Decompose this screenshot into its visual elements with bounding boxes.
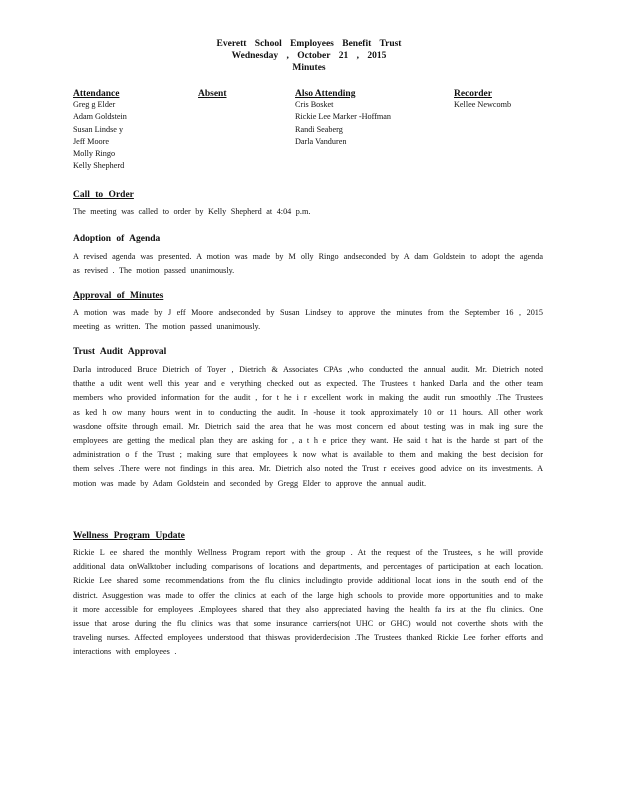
call-to-order-heading: Call to Order bbox=[73, 190, 134, 200]
also-attending-list bbox=[295, 99, 391, 148]
wellness-text: Rickie L ee shared the monthly Wellness Program report with the group . At the request of the Trustees, s he will provide additional data onWalktober including comparisons of locations and departments, and percentages of participation at each location. Rickie Lee shared some recommendations from the flu clinics includingto provide additional locat ions in the south end of the district. Asuggestion was made to offer the clinics at each of the large high schools to provide more opportunities and to make it more accessible for employees .Employees shared that they also appreciated having the health fa irs at the flu clinics. One issue that arose during the flu clinics was that some insurance carriers(not UHC or GHC) would not coverthe shots with the traveling nurses. Affected employees understood that thiswas providerdecision .The Trustees thanked Rickie Lee forher efforts and interactions with employees . bbox=[73, 548, 543, 657]
trust-title: Everett School Employees Benefit Trust bbox=[216, 39, 402, 49]
attendee-name: Greg g Elder bbox=[73, 100, 116, 109]
attendee-name: Jeff Moore bbox=[73, 136, 109, 146]
minutes-label: Minutes bbox=[292, 63, 326, 73]
wellness-heading: Wellness Program Update bbox=[73, 531, 185, 541]
approval-heading: Approval of Minutes bbox=[73, 291, 164, 301]
absent-heading: Absent bbox=[198, 89, 227, 99]
recorder-list bbox=[454, 99, 511, 111]
recorder-heading: Recorder bbox=[454, 89, 492, 99]
audit-heading: Trust Audit Approval bbox=[73, 347, 167, 357]
meeting-date: Wednesday , October 21 , 2015 bbox=[231, 51, 387, 61]
attendance-heading: Attendance bbox=[73, 89, 120, 99]
call-to-order-text: The meeting was called to order by Kelly Shepherd at 4:04 p.m. bbox=[73, 207, 311, 216]
recorder-name: Kellee Newcomb bbox=[454, 100, 512, 109]
adoption-text: A revised agenda was presented. A motion was made by M olly Ringo andseconded by A dam Goldstein to adopt the agenda as revised . The motion passed unanimously. bbox=[73, 252, 543, 276]
also-attending-name: Randi Seaberg bbox=[295, 124, 343, 134]
audit-text: Darla introduced Bruce Dietrich of Toyer , Dietrich & Associates CPAs ,who conducted the annual audit. Mr. Dietrich noted thatthe a udit went well this year and e verything checked out as expected. The Trustees t hanked Darla and the other team members who provided information for the audit , for t he i r excellent work in making the audit run smoothly .The Trustees as ked h ow many hours went in to conducting the audit. In -house it took approximately 10 or 11 hours. All other work wasdone offsite through email. Mr. Dietrich said the area that he was most concern ed about testing was in mak ing sure the employees are getting the medical plan they are asking for , a t h e price they want. He said t hat is the harde st part of the administration o f the Trust ; making sure that employees k now what is available to them and making the best decision for them selves .There were not findings in this area. Mr. Dietrich also noted the Trust r eceives good advice on its investments. A motion was made by Adam Goldstein and seconded by Gregg Elder to approve the annual audit. bbox=[73, 365, 543, 488]
attendee-name: Susan Lindse y bbox=[73, 124, 124, 134]
also-attending-name: Darla Vanduren bbox=[295, 136, 347, 146]
also-attending-heading: Also Attending bbox=[295, 89, 356, 99]
attendee-name: Molly Ringo bbox=[73, 149, 116, 159]
also-attending-name: Cris Bosket bbox=[295, 100, 334, 109]
approval-text: A motion was made by J eff Moore andseconded by Susan Lindsey to approve the minutes from the September 16 , 2015 meeting as written. The motion passed unanimously. bbox=[73, 308, 543, 332]
attendee-list bbox=[73, 99, 127, 173]
attendee-name: Adam Goldstein bbox=[73, 112, 127, 122]
attendee-name: Kelly Shepherd bbox=[73, 161, 125, 171]
adoption-heading: Adoption of Agenda bbox=[73, 234, 161, 244]
also-attending-name: Rickie Lee Marker -Hoffman bbox=[295, 112, 392, 122]
